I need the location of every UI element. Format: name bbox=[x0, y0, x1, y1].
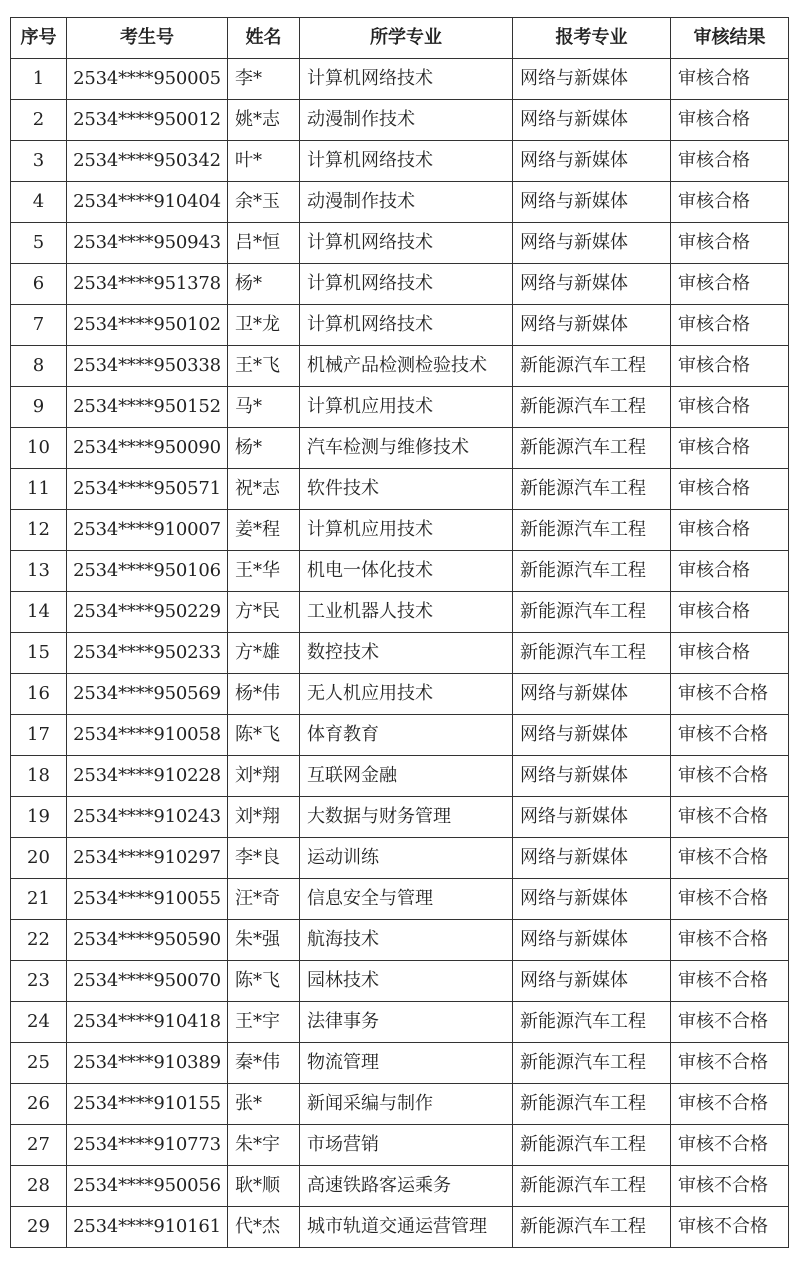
cell-name: 李* bbox=[228, 59, 300, 100]
cell-applied-major: 新能源汽车工程 bbox=[513, 1002, 671, 1043]
table-row bbox=[11, 305, 789, 346]
cell-index: 19 bbox=[11, 797, 67, 838]
cell-applied-major: 网络与新媒体 bbox=[513, 264, 671, 305]
cell-name: 王*华 bbox=[228, 551, 300, 592]
cell-studied-major: 计算机应用技术 bbox=[300, 387, 513, 428]
cell-name: 姜*程 bbox=[228, 510, 300, 551]
cell-name: 祝*志 bbox=[228, 469, 300, 510]
cell-review-result: 审核不合格 bbox=[671, 920, 789, 961]
table-row bbox=[11, 1084, 789, 1125]
cell-applied-major: 网络与新媒体 bbox=[513, 756, 671, 797]
review-results-table-container bbox=[10, 17, 789, 1248]
cell-index: 27 bbox=[11, 1125, 67, 1166]
cell-applied-major: 网络与新媒体 bbox=[513, 838, 671, 879]
cell-review-result: 审核合格 bbox=[671, 264, 789, 305]
cell-review-result: 审核不合格 bbox=[671, 797, 789, 838]
cell-index: 5 bbox=[11, 223, 67, 264]
cell-review-result: 审核不合格 bbox=[671, 715, 789, 756]
cell-exam-id: 2534****950090 bbox=[67, 428, 228, 469]
cell-name: 马* bbox=[228, 387, 300, 428]
cell-exam-id: 2534****950338 bbox=[67, 346, 228, 387]
cell-applied-major: 新能源汽车工程 bbox=[513, 510, 671, 551]
cell-name: 姚*志 bbox=[228, 100, 300, 141]
cell-exam-id: 2534****950106 bbox=[67, 551, 228, 592]
cell-studied-major: 物流管理 bbox=[300, 1043, 513, 1084]
cell-exam-id: 2534****910404 bbox=[67, 182, 228, 223]
table-row bbox=[11, 674, 789, 715]
cell-index: 22 bbox=[11, 920, 67, 961]
table-row bbox=[11, 346, 789, 387]
cell-exam-id: 2534****910297 bbox=[67, 838, 228, 879]
cell-studied-major: 汽车检测与维修技术 bbox=[300, 428, 513, 469]
cell-name: 朱*强 bbox=[228, 920, 300, 961]
cell-name: 王*宇 bbox=[228, 1002, 300, 1043]
cell-applied-major: 网络与新媒体 bbox=[513, 674, 671, 715]
cell-applied-major: 网络与新媒体 bbox=[513, 879, 671, 920]
cell-index: 25 bbox=[11, 1043, 67, 1084]
header-index: 序号 bbox=[11, 18, 67, 59]
cell-review-result: 审核合格 bbox=[671, 305, 789, 346]
cell-index: 7 bbox=[11, 305, 67, 346]
cell-name: 朱*宇 bbox=[228, 1125, 300, 1166]
table-row bbox=[11, 469, 789, 510]
cell-index: 23 bbox=[11, 961, 67, 1002]
cell-studied-major: 园林技术 bbox=[300, 961, 513, 1002]
cell-review-result: 审核合格 bbox=[671, 100, 789, 141]
cell-studied-major: 动漫制作技术 bbox=[300, 100, 513, 141]
cell-name: 代*杰 bbox=[228, 1207, 300, 1248]
cell-studied-major: 无人机应用技术 bbox=[300, 674, 513, 715]
cell-applied-major: 新能源汽车工程 bbox=[513, 1043, 671, 1084]
cell-name: 李*良 bbox=[228, 838, 300, 879]
cell-studied-major: 动漫制作技术 bbox=[300, 182, 513, 223]
cell-name: 杨*伟 bbox=[228, 674, 300, 715]
table-row bbox=[11, 264, 789, 305]
cell-review-result: 审核不合格 bbox=[671, 1002, 789, 1043]
cell-name: 杨* bbox=[228, 428, 300, 469]
cell-review-result: 审核合格 bbox=[671, 182, 789, 223]
cell-studied-major: 计算机网络技术 bbox=[300, 223, 513, 264]
cell-exam-id: 2534****950943 bbox=[67, 223, 228, 264]
cell-studied-major: 体育教育 bbox=[300, 715, 513, 756]
cell-index: 18 bbox=[11, 756, 67, 797]
cell-exam-id: 2534****910155 bbox=[67, 1084, 228, 1125]
table-row bbox=[11, 551, 789, 592]
cell-review-result: 审核不合格 bbox=[671, 838, 789, 879]
cell-applied-major: 网络与新媒体 bbox=[513, 59, 671, 100]
cell-studied-major: 机械产品检测检验技术 bbox=[300, 346, 513, 387]
cell-applied-major: 新能源汽车工程 bbox=[513, 346, 671, 387]
table-row bbox=[11, 1207, 789, 1248]
cell-applied-major: 网络与新媒体 bbox=[513, 182, 671, 223]
cell-name: 吕*恒 bbox=[228, 223, 300, 264]
cell-name: 刘*翔 bbox=[228, 756, 300, 797]
cell-name: 耿*顺 bbox=[228, 1166, 300, 1207]
cell-applied-major: 新能源汽车工程 bbox=[513, 1125, 671, 1166]
cell-review-result: 审核合格 bbox=[671, 346, 789, 387]
cell-applied-major: 网络与新媒体 bbox=[513, 961, 671, 1002]
cell-studied-major: 互联网金融 bbox=[300, 756, 513, 797]
cell-exam-id: 2534****910389 bbox=[67, 1043, 228, 1084]
cell-exam-id: 2534****950102 bbox=[67, 305, 228, 346]
cell-applied-major: 网络与新媒体 bbox=[513, 223, 671, 264]
cell-exam-id: 2534****950569 bbox=[67, 674, 228, 715]
table-body bbox=[11, 59, 789, 1248]
cell-exam-id: 2534****951378 bbox=[67, 264, 228, 305]
cell-index: 9 bbox=[11, 387, 67, 428]
cell-exam-id: 2534****950005 bbox=[67, 59, 228, 100]
cell-review-result: 审核合格 bbox=[671, 141, 789, 182]
cell-index: 29 bbox=[11, 1207, 67, 1248]
cell-name: 刘*翔 bbox=[228, 797, 300, 838]
cell-applied-major: 网络与新媒体 bbox=[513, 305, 671, 346]
cell-index: 3 bbox=[11, 141, 67, 182]
cell-applied-major: 新能源汽车工程 bbox=[513, 1084, 671, 1125]
cell-exam-id: 2534****950056 bbox=[67, 1166, 228, 1207]
cell-index: 16 bbox=[11, 674, 67, 715]
cell-review-result: 审核不合格 bbox=[671, 1125, 789, 1166]
cell-name: 杨* bbox=[228, 264, 300, 305]
cell-index: 21 bbox=[11, 879, 67, 920]
cell-exam-id: 2534****950233 bbox=[67, 633, 228, 674]
cell-exam-id: 2534****910418 bbox=[67, 1002, 228, 1043]
table-row bbox=[11, 1125, 789, 1166]
cell-applied-major: 新能源汽车工程 bbox=[513, 633, 671, 674]
cell-exam-id: 2534****910055 bbox=[67, 879, 228, 920]
cell-exam-id: 2534****950152 bbox=[67, 387, 228, 428]
cell-review-result: 审核合格 bbox=[671, 223, 789, 264]
cell-index: 24 bbox=[11, 1002, 67, 1043]
cell-index: 17 bbox=[11, 715, 67, 756]
table-row bbox=[11, 223, 789, 264]
cell-review-result: 审核合格 bbox=[671, 510, 789, 551]
table-row bbox=[11, 100, 789, 141]
cell-studied-major: 机电一体化技术 bbox=[300, 551, 513, 592]
cell-review-result: 审核不合格 bbox=[671, 1166, 789, 1207]
cell-studied-major: 新闻采编与制作 bbox=[300, 1084, 513, 1125]
cell-index: 13 bbox=[11, 551, 67, 592]
table-row bbox=[11, 715, 789, 756]
cell-exam-id: 2534****950571 bbox=[67, 469, 228, 510]
cell-studied-major: 软件技术 bbox=[300, 469, 513, 510]
cell-applied-major: 新能源汽车工程 bbox=[513, 428, 671, 469]
cell-review-result: 审核合格 bbox=[671, 551, 789, 592]
cell-name: 秦*伟 bbox=[228, 1043, 300, 1084]
table-row bbox=[11, 1043, 789, 1084]
cell-review-result: 审核不合格 bbox=[671, 1207, 789, 1248]
cell-exam-id: 2534****910161 bbox=[67, 1207, 228, 1248]
cell-name: 方*雄 bbox=[228, 633, 300, 674]
cell-exam-id: 2534****910058 bbox=[67, 715, 228, 756]
cell-index: 4 bbox=[11, 182, 67, 223]
cell-exam-id: 2534****950342 bbox=[67, 141, 228, 182]
cell-studied-major: 计算机应用技术 bbox=[300, 510, 513, 551]
cell-review-result: 审核不合格 bbox=[671, 1043, 789, 1084]
cell-applied-major: 网络与新媒体 bbox=[513, 100, 671, 141]
table-row bbox=[11, 633, 789, 674]
table-row bbox=[11, 920, 789, 961]
cell-applied-major: 新能源汽车工程 bbox=[513, 387, 671, 428]
header-applied-major: 报考专业 bbox=[513, 18, 671, 59]
cell-index: 12 bbox=[11, 510, 67, 551]
cell-applied-major: 网络与新媒体 bbox=[513, 920, 671, 961]
header-studied-major: 所学专业 bbox=[300, 18, 513, 59]
table-row bbox=[11, 428, 789, 469]
cell-review-result: 审核不合格 bbox=[671, 756, 789, 797]
cell-index: 11 bbox=[11, 469, 67, 510]
cell-review-result: 审核合格 bbox=[671, 592, 789, 633]
cell-studied-major: 工业机器人技术 bbox=[300, 592, 513, 633]
table-row bbox=[11, 1002, 789, 1043]
header-row bbox=[11, 18, 789, 59]
cell-exam-id: 2534****910243 bbox=[67, 797, 228, 838]
table-row bbox=[11, 797, 789, 838]
cell-name: 卫*龙 bbox=[228, 305, 300, 346]
cell-studied-major: 城市轨道交通运营管理 bbox=[300, 1207, 513, 1248]
cell-studied-major: 高速铁路客运乘务 bbox=[300, 1166, 513, 1207]
cell-exam-id: 2534****950012 bbox=[67, 100, 228, 141]
review-results-table bbox=[10, 17, 789, 1248]
table-row bbox=[11, 838, 789, 879]
cell-name: 陈*飞 bbox=[228, 715, 300, 756]
cell-applied-major: 新能源汽车工程 bbox=[513, 469, 671, 510]
table-row bbox=[11, 961, 789, 1002]
cell-index: 6 bbox=[11, 264, 67, 305]
table-row bbox=[11, 387, 789, 428]
cell-review-result: 审核不合格 bbox=[671, 674, 789, 715]
cell-exam-id: 2534****950590 bbox=[67, 920, 228, 961]
cell-index: 2 bbox=[11, 100, 67, 141]
cell-name: 张* bbox=[228, 1084, 300, 1125]
cell-studied-major: 计算机网络技术 bbox=[300, 305, 513, 346]
header-review-result: 审核结果 bbox=[671, 18, 789, 59]
cell-exam-id: 2534****910007 bbox=[67, 510, 228, 551]
table-header bbox=[11, 18, 789, 59]
cell-name: 叶* bbox=[228, 141, 300, 182]
cell-applied-major: 网络与新媒体 bbox=[513, 715, 671, 756]
cell-index: 20 bbox=[11, 838, 67, 879]
cell-review-result: 审核合格 bbox=[671, 633, 789, 674]
cell-applied-major: 新能源汽车工程 bbox=[513, 592, 671, 633]
cell-name: 陈*飞 bbox=[228, 961, 300, 1002]
cell-exam-id: 2534****910228 bbox=[67, 756, 228, 797]
cell-index: 8 bbox=[11, 346, 67, 387]
cell-review-result: 审核不合格 bbox=[671, 1084, 789, 1125]
cell-review-result: 审核合格 bbox=[671, 387, 789, 428]
table-row bbox=[11, 510, 789, 551]
table-row bbox=[11, 59, 789, 100]
cell-index: 10 bbox=[11, 428, 67, 469]
cell-index: 28 bbox=[11, 1166, 67, 1207]
table-row bbox=[11, 141, 789, 182]
cell-studied-major: 法律事务 bbox=[300, 1002, 513, 1043]
cell-applied-major: 网络与新媒体 bbox=[513, 797, 671, 838]
cell-review-result: 审核合格 bbox=[671, 428, 789, 469]
cell-review-result: 审核合格 bbox=[671, 469, 789, 510]
cell-name: 余*玉 bbox=[228, 182, 300, 223]
cell-studied-major: 数控技术 bbox=[300, 633, 513, 674]
cell-name: 方*民 bbox=[228, 592, 300, 633]
cell-applied-major: 新能源汽车工程 bbox=[513, 1207, 671, 1248]
table-row bbox=[11, 592, 789, 633]
cell-studied-major: 运动训练 bbox=[300, 838, 513, 879]
table-row bbox=[11, 756, 789, 797]
cell-applied-major: 新能源汽车工程 bbox=[513, 1166, 671, 1207]
cell-review-result: 审核合格 bbox=[671, 59, 789, 100]
cell-studied-major: 计算机网络技术 bbox=[300, 141, 513, 182]
cell-index: 1 bbox=[11, 59, 67, 100]
cell-exam-id: 2534****950229 bbox=[67, 592, 228, 633]
cell-applied-major: 新能源汽车工程 bbox=[513, 551, 671, 592]
table-row bbox=[11, 1166, 789, 1207]
cell-exam-id: 2534****910773 bbox=[67, 1125, 228, 1166]
header-exam-id: 考生号 bbox=[67, 18, 228, 59]
cell-name: 王*飞 bbox=[228, 346, 300, 387]
cell-review-result: 审核不合格 bbox=[671, 879, 789, 920]
table-row bbox=[11, 182, 789, 223]
cell-index: 15 bbox=[11, 633, 67, 674]
cell-studied-major: 计算机网络技术 bbox=[300, 264, 513, 305]
cell-exam-id: 2534****950070 bbox=[67, 961, 228, 1002]
cell-studied-major: 信息安全与管理 bbox=[300, 879, 513, 920]
cell-studied-major: 大数据与财务管理 bbox=[300, 797, 513, 838]
cell-studied-major: 市场营销 bbox=[300, 1125, 513, 1166]
cell-applied-major: 网络与新媒体 bbox=[513, 141, 671, 182]
table-row bbox=[11, 879, 789, 920]
cell-index: 26 bbox=[11, 1084, 67, 1125]
cell-index: 14 bbox=[11, 592, 67, 633]
cell-review-result: 审核不合格 bbox=[671, 961, 789, 1002]
header-name: 姓名 bbox=[228, 18, 300, 59]
cell-studied-major: 计算机网络技术 bbox=[300, 59, 513, 100]
cell-studied-major: 航海技术 bbox=[300, 920, 513, 961]
cell-name: 汪*奇 bbox=[228, 879, 300, 920]
